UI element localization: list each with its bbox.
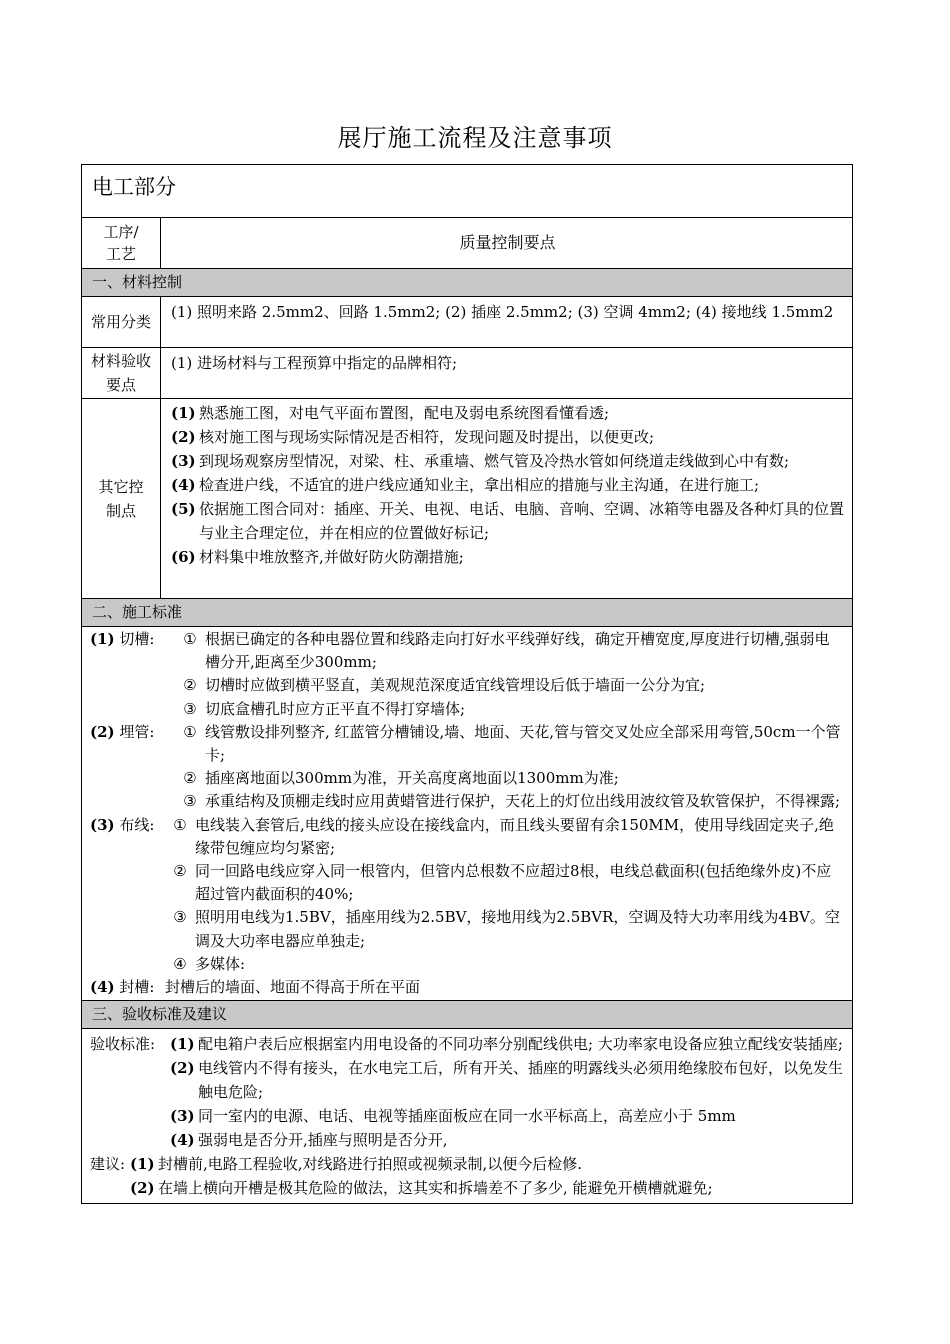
list-item: (6) 材料集中堆放整齐,并做好防火防潮措施; bbox=[171, 548, 464, 566]
table-row-other-control bbox=[82, 398, 852, 598]
section-bar-construction: 二、施工标准 bbox=[82, 598, 852, 626]
page-title: 展厅施工流程及注意事项 bbox=[337, 124, 613, 152]
suggestion-item: (2) 在墙上横向开槽是极其危险的做法，这其实和拆墙差不了多少, 能避免开横槽就避免; bbox=[130, 1179, 713, 1198]
list-item: (3) 到现场观察房型情况，对梁、柱、承重墙、燃气管及冷热水管如何绕道走线做到心中有数; bbox=[171, 452, 790, 470]
list-item: (5) 依据施工图合同对：插座、开关、电视、电话、电脑、音响、空调、冰箱等电器及各种灯具的位置与业主合理定位，并在相应的位置做好标记; bbox=[171, 500, 845, 542]
row-label: 其它控制点 bbox=[82, 399, 161, 598]
table-header-row bbox=[82, 217, 852, 268]
header-col-process-line1: 工序/ bbox=[103, 223, 139, 241]
group-cutting: (1) 切槽: ① 根据已确定的各种电器位置和线路走向打好水平线弹好线，确定开槽宽度,厚度进行切槽,强弱电槽分开,距离至少300mm; ② 切槽时应做到横平竖直，美观规范深度适宜线管埋设后低于墙面一公分为宜; ③ 切底盒槽孔时应方正平直不得打穿墙体; bbox=[90, 630, 830, 718]
construction-body bbox=[82, 627, 852, 1000]
acceptance-item: (4) 强弱电是否分开,插座与照明是否分开, bbox=[170, 1131, 448, 1150]
acceptance-body bbox=[82, 1028, 852, 1203]
group-sealing: (4) 封槽: 封槽后的墙面、地面不得高于所在平面 bbox=[90, 978, 421, 997]
row-content: (1) 照明来路 2.5mm2、回路 1.5mm2; (2) 插座 2.5mm2; (3) 空调 4mm2; (4) 接地线 1.5mm2 bbox=[171, 303, 834, 321]
list-item: (4) 检查进户线，不适宜的进户线应通知业主，拿出相应的措施与业主沟通，在进行施工; bbox=[171, 476, 760, 494]
group-wiring: (3) 布线: ① 电线装入套管后,电线的接头应设在接线盒内，而且线头要留有余150MM，使用导线固定夹子,绝缘带包缠应均匀紧密; ② 同一回路电线应穿入同一根管内，但管内总根数不应超过8根，电线总截面积(包括绝缘外皮)不应超过管内截面积的40%; ③ 照明用电线为1.5BV，插座用线为2.5BV，接地用线为2.5BVR，空调及特大功率用线为4BV。空调及大功率电器应单独走; ④ 多媒体: bbox=[90, 815, 840, 973]
suggestion-item: 建议: (1) 封槽前,电路工程验收,对线路进行拍照或视频录制,以便今后检修. bbox=[90, 1155, 583, 1174]
row-label: 常用分类 bbox=[82, 297, 161, 347]
group-piping: (2) 埋管: ① 线管敷设排列整齐, 红蓝管分槽铺设,墙、地面、天花,管与管交叉处应全部采用弯管,50cm一个管卡; ② 插座离地面以300mm为准，开关高度离地面以1300mm为准; ③ 承重结构及顶棚走线时应用黄蜡管进行保护，天花上的灯位出线用波纹管及软管保护，不得裸露; bbox=[90, 722, 841, 811]
row-label: 材料验收要点 bbox=[82, 348, 161, 398]
table-row bbox=[82, 296, 852, 347]
acceptance-item: (2) 电线管内不得有接头，在水电完工后，所有开关、插座的明露线头必须用绝缘胶布包好，以免发生触电危险; bbox=[170, 1059, 844, 1102]
section-bar-materials: 一、材料控制 bbox=[82, 268, 852, 296]
table-row bbox=[82, 347, 852, 398]
row-content bbox=[161, 399, 852, 598]
row-content: (1) 进场材料与工程预算中指定的品牌相符; bbox=[171, 354, 458, 372]
construction-standards bbox=[82, 626, 852, 1000]
document-table bbox=[81, 164, 853, 1204]
list-item: (2) 核对施工图与现场实际情况是否相符，发现问题及时提出，以便更改; bbox=[171, 428, 655, 446]
acceptance-item: 验收标准: (1) 配电箱户表后应根据室内用电设备的不同功率分别配线供电; 大功率家电设备应独立配线安装插座; bbox=[90, 1035, 843, 1054]
section-bar-acceptance: 三、验收标准及建议 bbox=[82, 1000, 852, 1028]
header-col-process-line2: 工艺 bbox=[105, 245, 136, 263]
section-title: 电工部分 bbox=[92, 175, 176, 199]
header-col-quality: 质量控制要点 bbox=[459, 233, 556, 252]
header-col-process bbox=[82, 218, 161, 268]
acceptance-item: (3) 同一室内的电源、电话、电视等插座面板应在同一水平标高上，高差应小于 5mm bbox=[170, 1107, 736, 1126]
list-item: (1) 熟悉施工图，对电气平面布置图，配电及弱电系统图看懂看透; bbox=[171, 404, 610, 422]
